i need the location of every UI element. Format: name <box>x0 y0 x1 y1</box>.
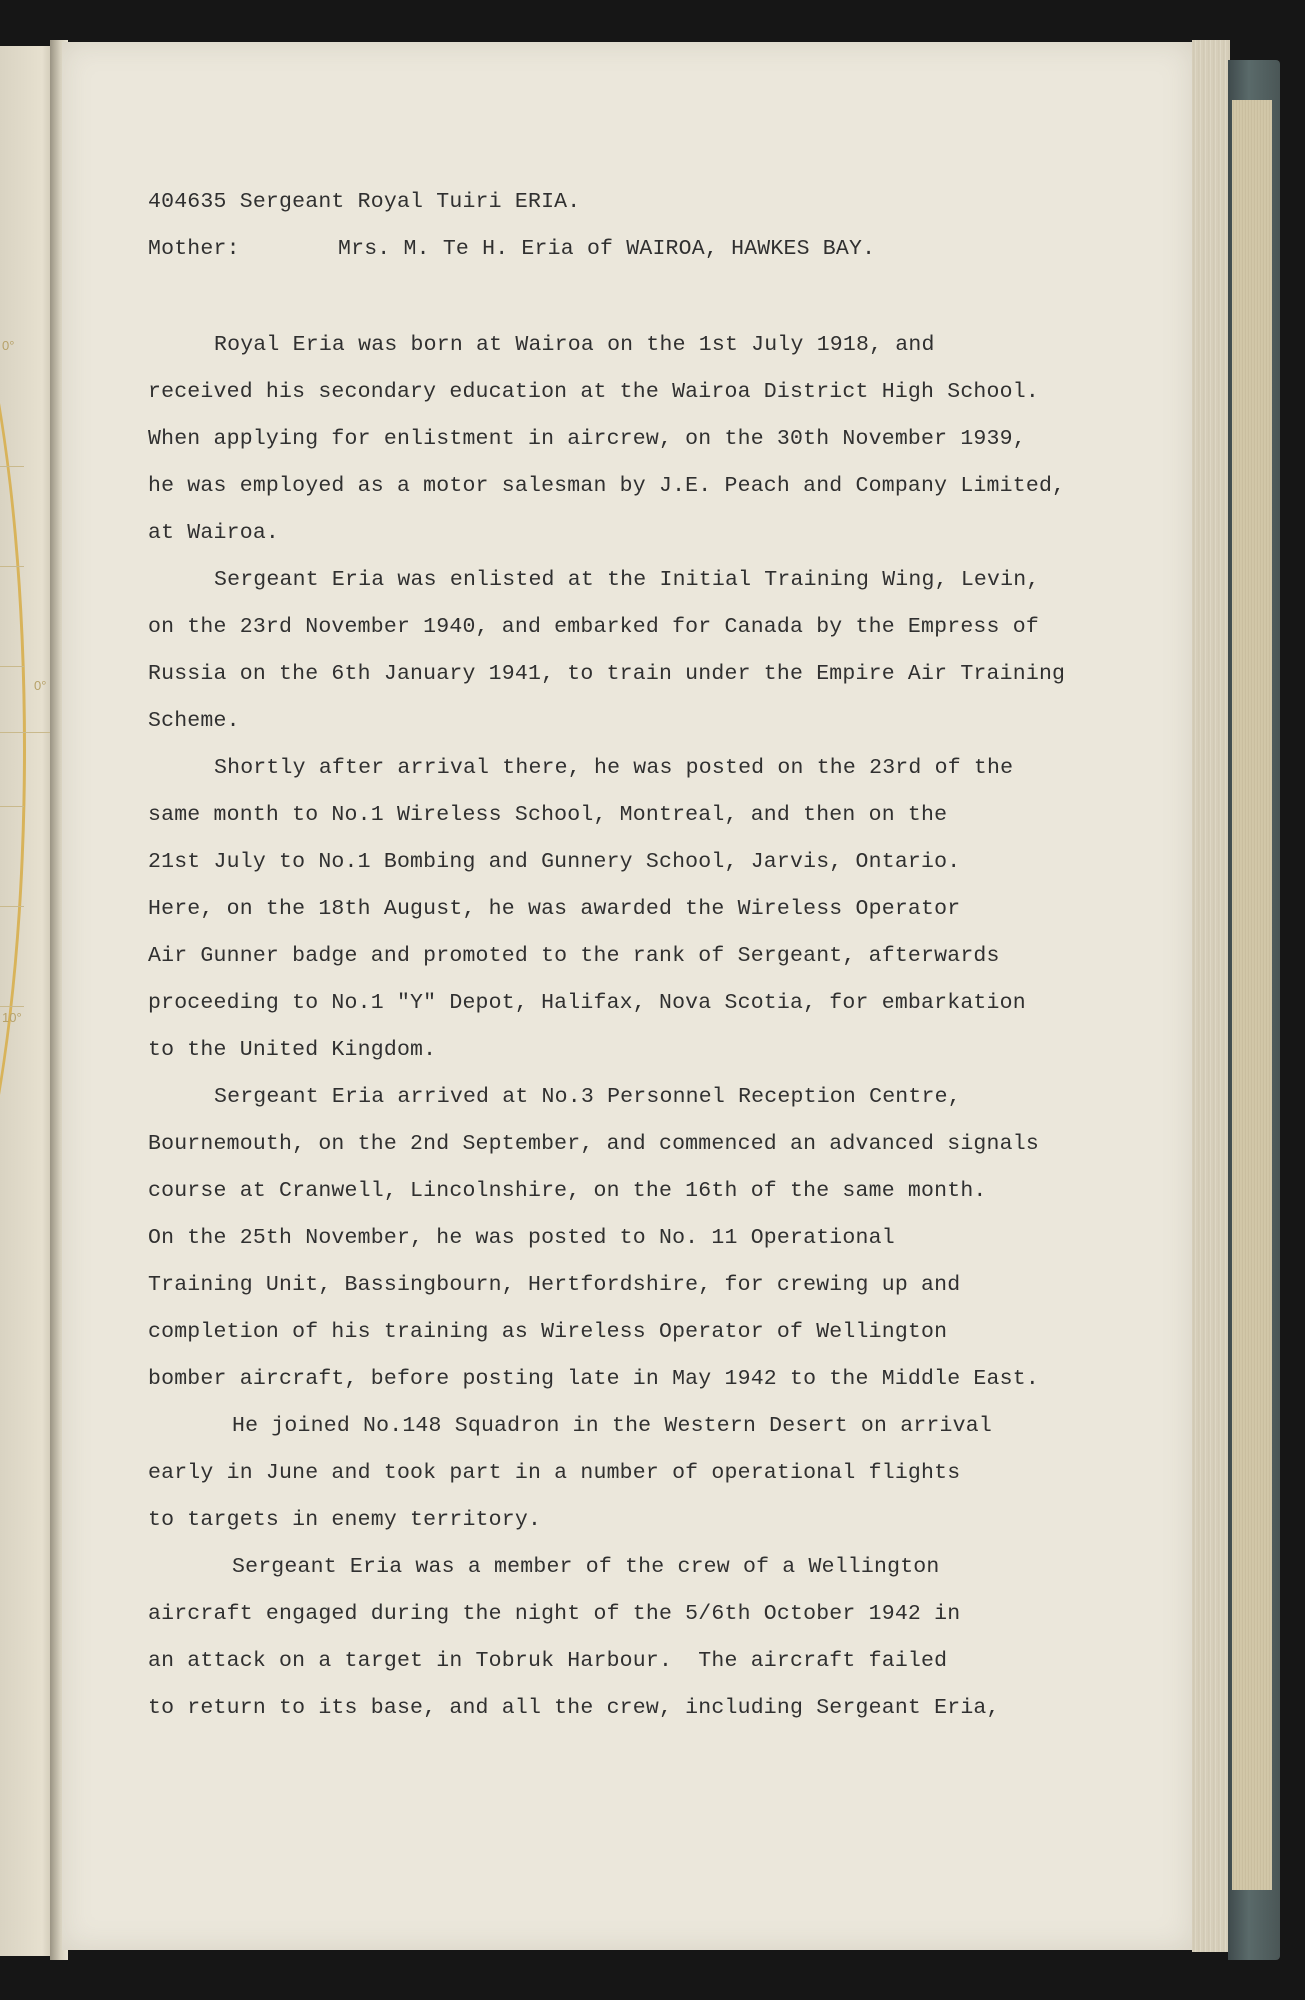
text-line: to targets in enemy territory. <box>148 1508 542 1532</box>
text-line: Royal Eria was born at Wairoa on the 1st July 1918, and <box>214 333 935 357</box>
text-line: Here, on the 18th August, he was awarded the Wireless Operator <box>148 897 961 921</box>
page-edges <box>1192 40 1230 1952</box>
text-line: Russia on the 6th January 1941, to train under the Empire Air Training <box>148 662 1066 686</box>
text-line: to the United Kingdom. <box>148 1038 437 1062</box>
text-line: completion of his training as Wireless Operator of Wellington <box>148 1320 948 1344</box>
text-line: bomber aircraft, before posting late in May 1942 to the Middle East. <box>148 1367 1039 1391</box>
text-line: same month to No.1 Wireless School, Montreal, and then on the <box>148 803 948 827</box>
text-line: course at Cranwell, Lincolnshire, on the 16th of the same month. <box>148 1179 987 1203</box>
text-line: Sergeant Eria was a member of the crew of a Wellington <box>232 1555 940 1579</box>
text-line: to return to its base, and all the crew, including Sergeant Eria, <box>148 1696 1000 1720</box>
text-line: aircraft engaged during the night of the 5/6th October 1942 in <box>148 1602 961 1626</box>
text-line: Scheme. <box>148 709 240 733</box>
text-line: On the 25th November, he was posted to No. 11 Operational <box>148 1226 895 1250</box>
text-line: on the 23rd November 1940, and embarked for Canada by the Empress of <box>148 615 1039 639</box>
text-line: Sergeant Eria arrived at No.3 Personnel Reception Centre, <box>214 1085 961 1109</box>
text-line: early in June and took part in a number of operational flights <box>148 1461 961 1485</box>
degree-label: 10° <box>2 1010 22 1025</box>
service-line: 404635 Sergeant Royal Tuiri ERIA. <box>148 190 581 214</box>
degree-label: 0° <box>34 678 47 693</box>
degree-label: 0° <box>2 338 15 353</box>
text-line: Shortly after arrival there, he was posted on the 23rd of the <box>214 756 1014 780</box>
text-line: proceeding to No.1 "Y" Depot, Halifax, Nova Scotia, for embarkation <box>148 991 1026 1015</box>
text-line: he was employed as a motor salesman by J.E. Peach and Company Limited, <box>148 474 1066 498</box>
text-line: Sergeant Eria was enlisted at the Initial Training Wing, Levin, <box>214 568 1040 592</box>
mother-value: Mrs. M. Te H. Eria of WAIROA, HAWKES BAY. <box>338 237 876 261</box>
text-line: Training Unit, Bassingbourn, Hertfordshire, for crewing up and <box>148 1273 961 1297</box>
mother-label: Mother: <box>148 237 240 261</box>
text-line: When applying for enlistment in aircrew, on the 30th November 1939, <box>148 427 1026 451</box>
text-line: 21st July to No.1 Bombing and Gunnery School, Jarvis, Ontario. <box>148 850 961 874</box>
map-arc <box>0 186 26 1312</box>
text-line: an attack on a target in Tobruk Harbour. The aircraft failed <box>148 1649 948 1673</box>
book-block <box>1232 100 1272 1890</box>
text-line: received his secondary education at the Wairoa District High School. <box>148 380 1039 404</box>
text-line: Air Gunner badge and promoted to the rank of Sergeant, afterwards <box>148 944 1000 968</box>
text-line: He joined No.148 Squadron in the Western Desert on arrival <box>232 1414 992 1438</box>
text-line: at Wairoa. <box>148 521 280 545</box>
text-line: Bournemouth, on the 2nd September, and commenced an advanced signals <box>148 1132 1039 1156</box>
